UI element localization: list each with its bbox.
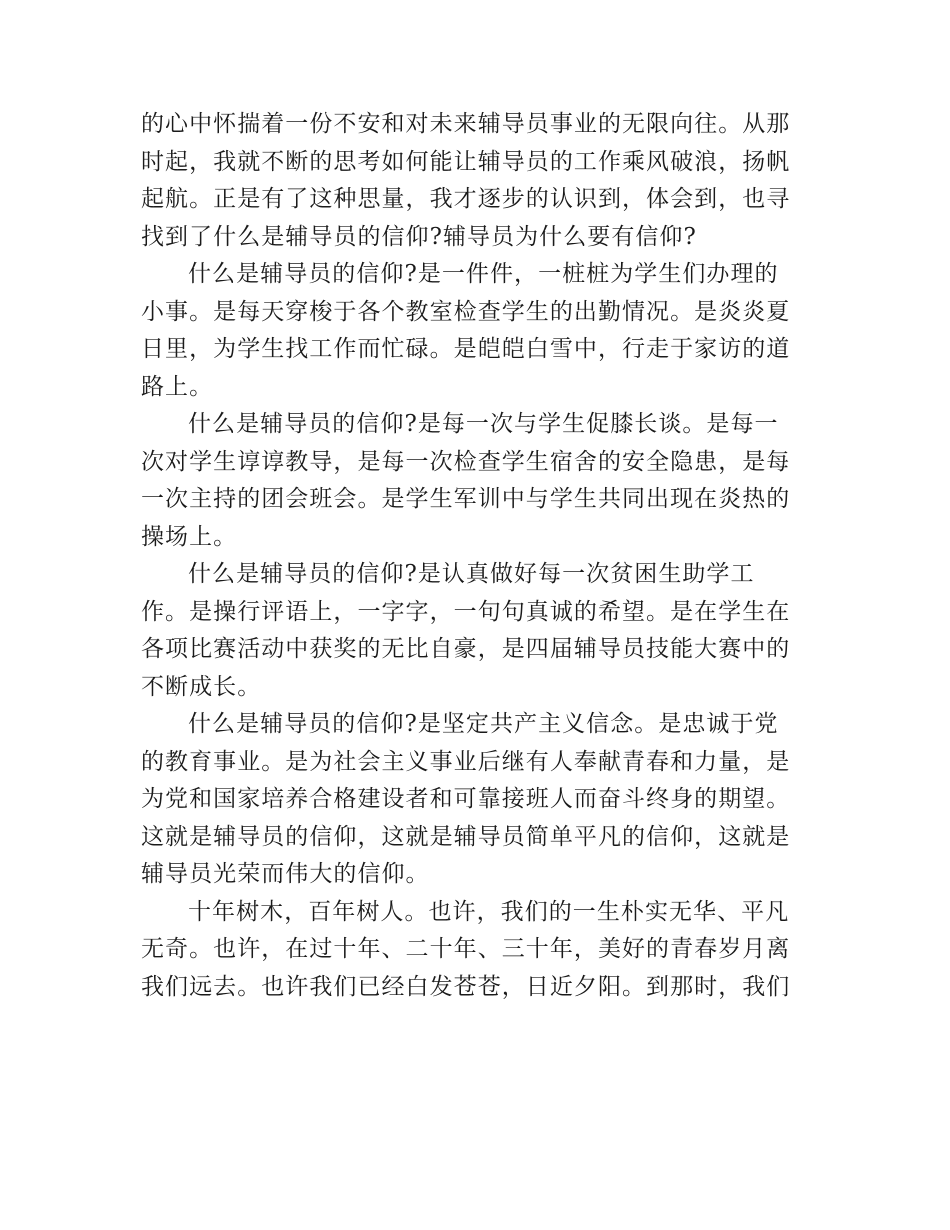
text-line: 路上。 [141, 373, 214, 400]
text-line: 各项比赛活动中获奖的无比自豪，是四届辅导员技能大赛中的 [141, 636, 791, 662]
text-line: 操场上。 [141, 523, 238, 550]
text-line: 小事。是每天穿梭于各个教室检查学生的出勤情况。是炎炎夏 [141, 298, 791, 325]
paragraph-4 [141, 556, 813, 706]
document-body [141, 106, 813, 1006]
text-line: 不断成长。 [141, 673, 262, 700]
text-line: 起航。正是有了这种思量，我才逐步的认识到，体会到，也寻 [141, 186, 791, 212]
text-line: 日里，为学生找工作而忙碌。是皑皑白雪中，行走于家访的道 [141, 336, 791, 362]
text-line: 的心中怀揣着一份不安和对未来辅导员事业的无限向往。从那 [141, 111, 791, 137]
text-line: 辅导员光荣而伟大的信仰。 [141, 861, 430, 887]
text-line: 一次主持的团会班会。是学生军训中与学生共同出现在炎热的 [141, 486, 791, 512]
text-line: 无奇。也许，在过十年、二十年、三十年，美好的青春岁月离 [141, 936, 791, 962]
text-line: 什么是辅导员的信仰?是每一次与学生促膝长谈。是每一 [188, 411, 779, 437]
text-line: 这就是辅导员的信仰，这就是辅导员简单平凡的信仰，这就是 [141, 823, 791, 850]
text-line: 的教育事业。是为社会主义事业后继有人奉献青春和力量，是 [141, 748, 791, 775]
text-line: 为党和国家培养合格建设者和可靠接班人而奋斗终身的期望。 [141, 786, 791, 812]
text-line: 什么是辅导员的信仰?是认真做好每一次贫困生助学工 [188, 561, 755, 587]
text-line: 什么是辅导员的信仰?是坚定共产主义信念。是忠诚于党 [188, 711, 779, 737]
paragraph-3 [141, 406, 813, 556]
paragraph-6 [141, 894, 813, 1007]
text-line: 时起，我就不断的思考如何能让辅导员的工作乘风破浪，扬帆 [141, 148, 791, 175]
paragraph-2 [141, 256, 813, 406]
paragraph-1 [141, 106, 813, 256]
paragraph-5 [141, 706, 813, 894]
text-line: 什么是辅导员的信仰?是一件件，一桩桩为学生们办理的 [188, 261, 779, 287]
text-line: 找到了什么是辅导员的信仰?辅导员为什么要有信仰? [141, 223, 697, 250]
text-line: 次对学生谆谆教导，是每一次检查学生宿舍的安全隐患，是每 [141, 448, 791, 475]
text-line: 十年树木，百年树人。也许，我们的一生朴实无华、平凡 [188, 898, 790, 925]
text-line: 我们远去。也许我们已经白发苍苍，日近夕阳。到那时，我们 [141, 973, 791, 1000]
text-line: 作。是操行评语上，一字字，一句句真诚的希望。是在学生在 [141, 598, 791, 625]
